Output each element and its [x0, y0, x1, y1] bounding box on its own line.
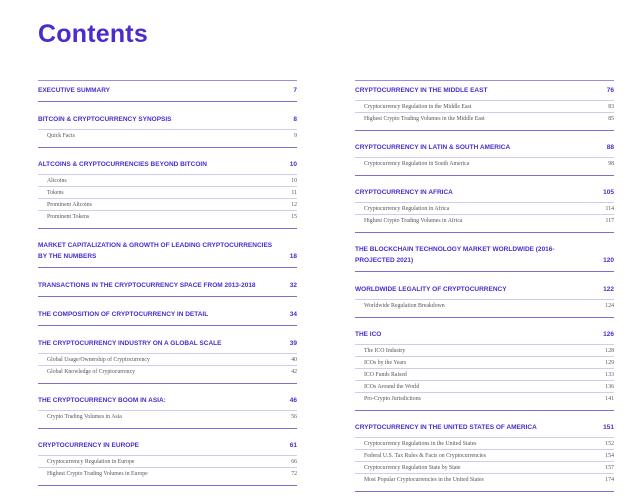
section-spacer	[355, 272, 614, 279]
toc-section-title: CRYPTOCURRENCY IN AFRICA	[355, 189, 453, 196]
toc-entry[interactable]	[38, 467, 297, 479]
toc-section-page: 18	[289, 253, 297, 260]
toc-section	[355, 137, 614, 176]
toc-section-title: THE ICO	[355, 331, 382, 338]
toc-entry-label: Worldwide Regulation Breakdown	[364, 302, 445, 309]
toc-entry[interactable]	[38, 353, 297, 365]
toc-entry[interactable]	[355, 461, 614, 473]
toc-section-heading[interactable]	[38, 239, 297, 263]
toc-entry[interactable]	[355, 368, 614, 380]
toc-section	[38, 154, 297, 229]
toc-entry-label: Global Knowledge of Cryptocurrency	[47, 368, 136, 375]
toc-entry-page: 10	[291, 177, 297, 184]
toc-entry[interactable]	[38, 365, 297, 377]
toc-entry-label: Most Popular Cryptocurrencies in the United States	[364, 476, 484, 483]
toc-section-title: WORLDWIDE LEGALITY OF CRYPTOCURRENCY	[355, 286, 507, 293]
toc-entry-page: 40	[291, 356, 297, 363]
toc-section-heading[interactable]	[38, 394, 297, 407]
toc-entry-page: 128	[605, 347, 614, 354]
toc-section-page: 34	[289, 311, 297, 318]
toc-entry-label: ICOs by the Years	[364, 359, 407, 366]
toc-entry[interactable]	[355, 344, 614, 356]
toc-section-page: 126	[603, 331, 614, 338]
toc-entry[interactable]	[38, 186, 297, 198]
toc-entry-label: Prominent Altcoins	[47, 201, 92, 208]
toc-entry-page: 85	[608, 115, 614, 122]
toc-section-heading[interactable]	[355, 421, 614, 434]
toc-section-title: TRANSACTIONS IN THE CRYPTOCURRENCY SPACE FROM 2013-2018	[38, 282, 256, 289]
toc-section-heading[interactable]	[38, 439, 297, 452]
toc-entry[interactable]	[355, 392, 614, 404]
toc-entry-page: 66	[291, 458, 297, 465]
toc-entry-label: Cryptocurrency Regulation in Europe	[47, 458, 135, 465]
toc-entry-page: 124	[605, 302, 614, 309]
toc-entry-page: 136	[605, 383, 614, 390]
toc-entry-label: The ICO Industry	[364, 347, 406, 354]
toc-section	[38, 81, 297, 102]
toc-section	[355, 239, 614, 272]
toc-entry-label: Highest Crypto Trading Volumes in the Middle East	[364, 115, 485, 122]
toc-section	[355, 417, 614, 492]
toc-section-heading[interactable]	[355, 141, 614, 154]
toc-entry-page: 114	[605, 205, 614, 212]
toc-entry-label: Cryptocurrency Regulation in the Middle East	[364, 103, 472, 110]
toc-entry[interactable]	[355, 299, 614, 311]
section-spacer	[38, 326, 297, 333]
toc-section-title: THE BLOCKCHAIN TECHNOLOGY MARKET WORLDWIDE (2016- PROJECTED 2021)	[355, 246, 555, 264]
toc-entry-page: 56	[291, 413, 297, 420]
toc-section-page: 120	[603, 257, 614, 264]
toc-entry-page: 174	[605, 476, 614, 483]
toc-section-title: CRYPTOCURRENCY IN THE MIDDLE EAST	[355, 87, 488, 94]
toc-section-page: 10	[289, 161, 297, 168]
toc-entry-label: Cryptocurrency Regulation State by State	[364, 464, 461, 471]
toc-entry-page: 72	[291, 470, 297, 477]
toc-section-title: BITCOIN & CRYPTOCURRENCY SYNOPSIS	[38, 116, 172, 123]
toc-entry[interactable]	[355, 214, 614, 226]
toc-entry-label: Cryptocurrency Regulation in South America	[364, 160, 470, 167]
toc-entry[interactable]	[38, 174, 297, 186]
toc-section-title: THE CRYPTOCURRENCY INDUSTRY ON A GLOBAL SCALE	[38, 340, 222, 347]
toc-entry-label: Prominent Tokens	[47, 213, 90, 220]
toc-entry-label: Altcoins	[47, 177, 67, 184]
toc-entry-page: 117	[605, 217, 614, 224]
toc-entry-label: Cryptocurrency Regulations in the United States	[364, 440, 477, 447]
toc-section-heading[interactable]	[355, 84, 614, 97]
page-title: Contents	[38, 20, 148, 48]
toc-right-column	[355, 80, 614, 498]
toc-entry-page: 83	[608, 103, 614, 110]
toc-entry-label: Highest Crypto Trading Volumes in Africa	[364, 217, 463, 224]
toc-entry[interactable]	[355, 473, 614, 485]
toc-entry-label: Highest Crypto Trading Volumes in Europe	[47, 470, 148, 477]
toc-entry-page: 11	[291, 189, 297, 196]
toc-section	[355, 279, 614, 318]
toc-section	[355, 324, 614, 411]
toc-entry[interactable]	[355, 449, 614, 461]
toc-section-title: THE COMPOSITION OF CRYPTOCURRENCY IN DETAIL	[38, 311, 209, 318]
toc-section-page: 61	[289, 442, 297, 449]
toc-section-page: 122	[603, 286, 614, 293]
toc-section	[38, 435, 297, 486]
toc-entry[interactable]	[355, 157, 614, 169]
toc-section-page: 7	[293, 87, 297, 94]
toc-section-page: 105	[603, 189, 614, 196]
toc-section-heading[interactable]	[38, 279, 297, 292]
toc-entry[interactable]	[355, 202, 614, 214]
toc-section	[38, 275, 297, 297]
toc-section-heading[interactable]	[38, 337, 297, 350]
section-spacer	[38, 268, 297, 275]
toc-entry-label: Cryptocurrency Regulation in Africa	[364, 205, 450, 212]
toc-section-page: 39	[289, 340, 297, 347]
toc-entry[interactable]	[38, 455, 297, 467]
toc-entry-page: 133	[605, 371, 614, 378]
toc-entry-page: 129	[605, 359, 614, 366]
toc-section-page: 88	[606, 144, 614, 151]
toc-entry[interactable]	[38, 198, 297, 210]
toc-section-page: 32	[289, 282, 297, 289]
section-spacer	[38, 297, 297, 304]
toc-section-heading[interactable]	[38, 113, 297, 126]
toc-entry-page: 141	[605, 395, 614, 402]
toc-entry-label: Quick Facts	[47, 132, 75, 139]
toc-section	[38, 390, 297, 429]
toc-section-title: MARKET CAPITALIZATION & GROWTH OF LEADING CRYPTOCURRENCIES BY THE NUMBERS	[38, 242, 273, 260]
toc-section	[38, 109, 297, 148]
toc-section-heading[interactable]	[38, 308, 297, 321]
toc-section-page: 76	[606, 87, 614, 94]
toc-entry-page: 15	[291, 213, 297, 220]
toc-entry[interactable]	[38, 210, 297, 222]
toc-section-title: CRYPTOCURRENCY IN LATIN & SOUTH AMERICA	[355, 144, 511, 151]
toc-section-heading[interactable]	[355, 186, 614, 199]
toc-entry-label: Federal U.S. Tax Rules & Facts on Cryptocurrencies	[364, 452, 487, 459]
toc-section-page: 46	[289, 397, 297, 404]
toc-entry-page: 12	[291, 201, 297, 208]
toc-entry-page: 152	[605, 440, 614, 447]
toc-section-heading[interactable]	[355, 328, 614, 341]
toc-entry-label: ICO Funds Raised	[364, 371, 407, 378]
toc-section	[38, 304, 297, 326]
toc-section-heading[interactable]	[355, 243, 614, 267]
toc-entry-page: 154	[605, 452, 614, 459]
toc-section-heading[interactable]	[38, 158, 297, 171]
toc-section-title: ALTCOINS & CRYPTOCURRENCIES BEYOND BITCOIN	[38, 161, 207, 168]
toc-entry-page: 42	[291, 368, 297, 375]
toc-entry[interactable]	[355, 437, 614, 449]
section-spacer	[38, 486, 297, 492]
toc-section-page: 151	[603, 424, 614, 431]
toc-section-title: EXECUTIVE SUMMARY	[38, 87, 110, 94]
toc-section	[38, 235, 297, 268]
toc-section	[355, 81, 614, 131]
toc-entry-page: 9	[294, 132, 297, 139]
toc-section	[355, 182, 614, 233]
section-spacer	[38, 102, 297, 109]
toc-entry[interactable]	[355, 380, 614, 392]
toc-section-heading[interactable]	[355, 283, 614, 296]
toc-entry-label: Tokens	[47, 189, 64, 196]
toc-entry[interactable]	[38, 410, 297, 422]
toc-entry-label: Crypto Trading Volumes in Asia	[47, 413, 122, 420]
toc-entry-page: 157	[605, 464, 614, 471]
toc-entry-label: Global Usage/Ownership of Cryptocurrency	[47, 356, 150, 363]
toc-section	[38, 333, 297, 384]
toc-section-title: CRYPTOCURRENCY IN EUROPE	[38, 442, 140, 449]
toc-section-title: THE CRYPTOCURRENCY BOOM IN ASIA:	[38, 397, 166, 404]
toc-entry-label: ICOs Around the World	[364, 383, 420, 390]
toc-entry[interactable]	[355, 356, 614, 368]
toc-section-page: 8	[293, 116, 297, 123]
toc-entry[interactable]	[38, 129, 297, 141]
toc-section-heading[interactable]	[38, 84, 297, 97]
toc-section-title: CRYPTOCURRENCY IN THE UNITED STATES OF AMERICA	[355, 424, 537, 431]
toc-entry[interactable]	[355, 100, 614, 112]
toc-left-column	[38, 80, 297, 492]
toc-entry[interactable]	[355, 112, 614, 124]
toc-entry-label: Pro-Crypto Jurisdictions	[364, 395, 421, 402]
toc-entry-page: 98	[608, 160, 614, 167]
section-spacer	[355, 492, 614, 498]
